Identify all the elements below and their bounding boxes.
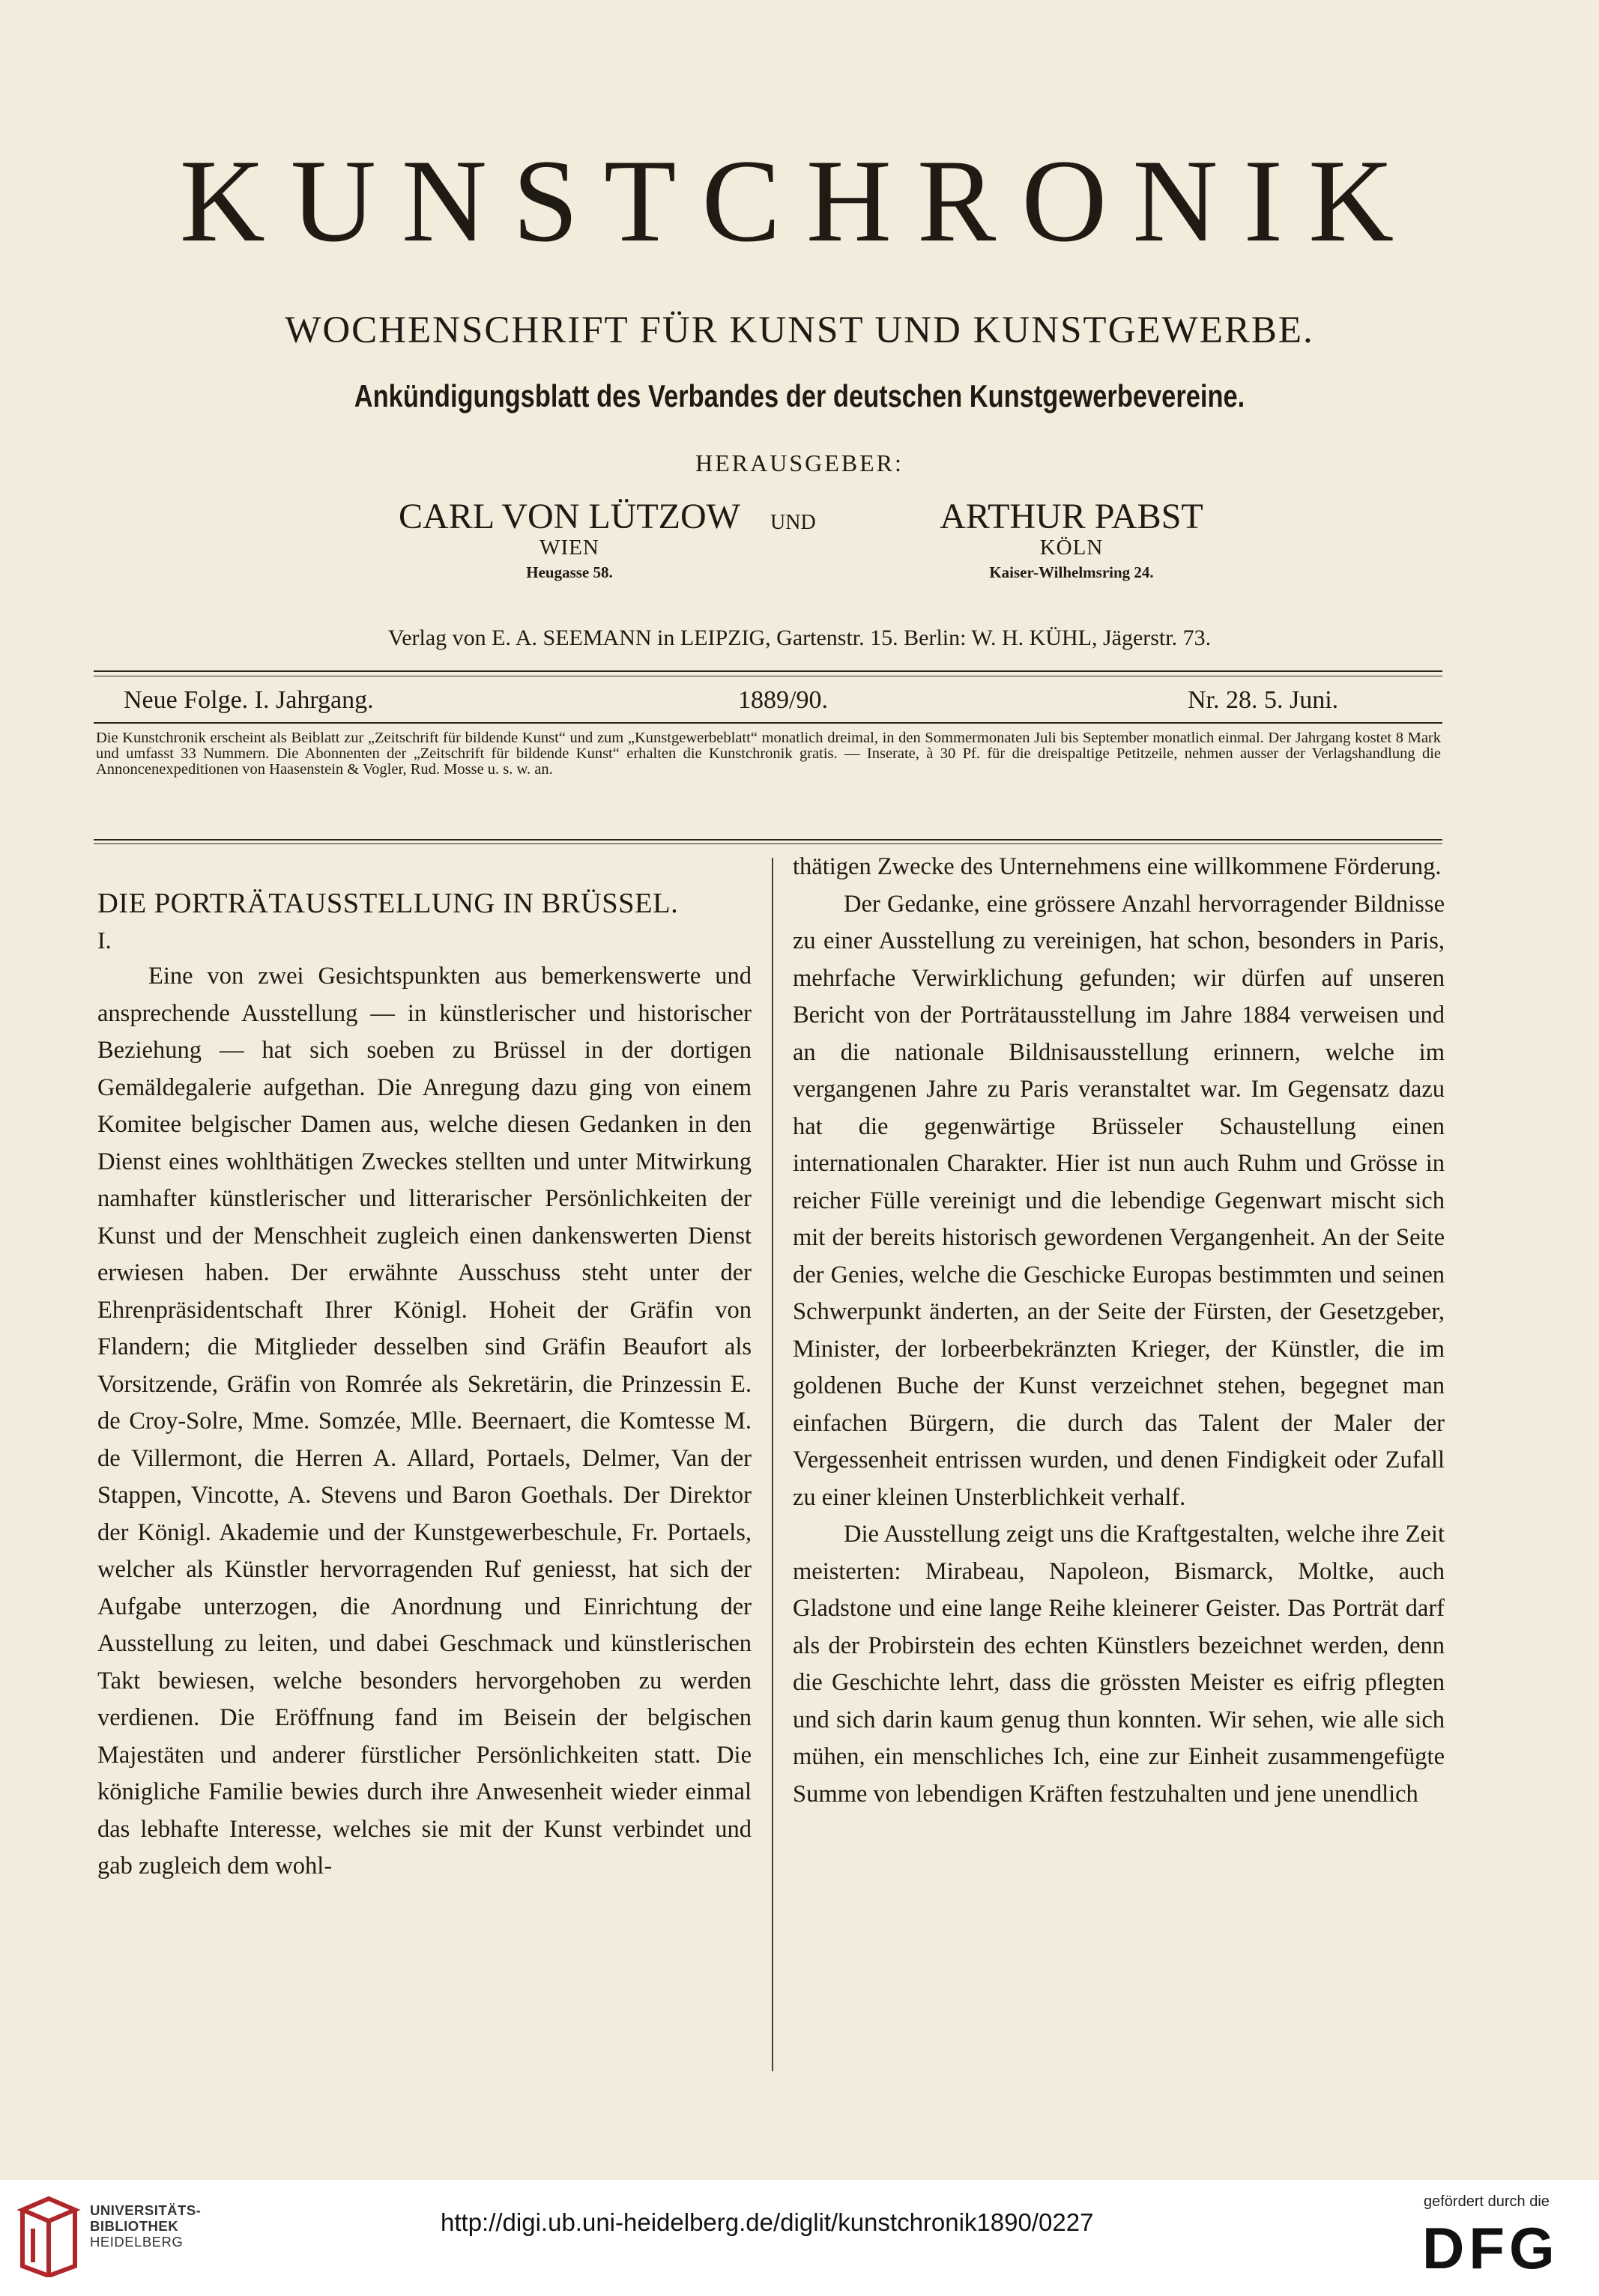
editor-right xyxy=(832,496,1311,582)
library-logo-icon xyxy=(15,2195,82,2277)
article-title: DIE PORTRÄTAUSSTELLUNG IN BRÜSSEL. xyxy=(97,888,679,919)
digitization-footer xyxy=(0,2180,1599,2296)
library-name xyxy=(90,2202,201,2250)
rule-top xyxy=(94,670,1442,672)
editor-right-name: ARTHUR PABST xyxy=(940,497,1203,536)
issue-number-date: Nr. 28. 5. Juni. xyxy=(1188,686,1339,714)
editor-left-address: Heugasse 58. xyxy=(526,563,613,581)
article-continuation: thätigen Zwecke des Unternehmens eine willkommene Förderung. xyxy=(793,853,1442,880)
rule-bottom-thin xyxy=(94,843,1442,844)
funding-caption: gefördert durch die xyxy=(1424,2193,1550,2210)
issue-year: 1889/90. xyxy=(738,686,828,714)
university-library-logo xyxy=(15,2195,82,2281)
library-name-line: BIBLIOTHEK xyxy=(90,2218,179,2234)
article-left-column xyxy=(97,885,752,1885)
masthead-subtitle: WOCHENSCHRIFT FÜR KUNST UND KUNSTGEWERBE. xyxy=(285,309,1314,351)
permalink-url[interactable]: http://digi.ub.uni-heidelberg.de/diglit/kunstchronik1890/0227 xyxy=(441,2208,1094,2236)
editor-left xyxy=(330,496,809,582)
article-paragraph: Der Gedanke, eine grössere Anzahl hervorragender Bildnisse zu einer Ausstellung zu vereinigen, hat schon, besonders in Paris, mehrfache Verwirklichung gefunden; wir dürfen auf unseren Bericht von der Porträtausstellung im Jahre 1884 verweisen und an die nationale Bildnisausstellung erinnern, welche im vergangenen Jahre zu Paris veranstaltet war. Im Gegensatz dazu hat die gegenwärtige Brüsseler Schaustellung einen internationalen Charakter. Hier ist nun auch Ruhm und Grösse in reicher Fülle vereinigt und die lebendige Gegenwart mischt sich mit der bereits historisch gewordenen Vergangenheit. An der Seite der Genies, welche die Geschicke Europas bestimmten und seinen Schwerpunkt änderten, an der Seite der Fürsten, der Gesetzgeber, Minister, der lorbeerbekränzten Krieger, der Künstler, die im goldenen Buche der Kunst verzeichnet stehen, begegnet man einfachen Bürgern, die durch das Talent der Maler der Vergessenheit entrissen wurden, und denen Findigkeit oder Zufall zu einer kleinen Unsterblichkeit verhalf. xyxy=(793,890,1445,1511)
und-connector: UND xyxy=(770,511,816,534)
dfg-logo: DFG xyxy=(1422,2215,1559,2281)
article-paragraph: Die Ausstellung zeigt uns die Kraftgestalten, welche ihre Zeit meisterten: Mirabeau, Napoleon, Bismarck, Moltke, auch Gladstone und eine lange Reihe kleinerer Geister. Das Porträt darf als der Probirstein des echten Künstlers bezeichnet werden, denn die Geschichte lehrt, dass die grössten Meister es eifrig pflegten und sich darin kaum genug thun konnten. Wir sehen, wie alle sich mühen, ein menschliches Ich, eine zur Einheit zusammengefügte Summe von lebendigen Kräften festzuhalten und jene unendlich xyxy=(793,1521,1445,1808)
rule-mid xyxy=(94,722,1442,724)
editors-label: HERAUSGEBER: xyxy=(695,449,904,476)
editor-right-address: Kaiser-Wilhelmsring 24. xyxy=(989,563,1154,581)
column-divider xyxy=(772,858,773,2071)
library-name-line: UNIVERSITÄTS- xyxy=(90,2202,202,2218)
article-section-number: I. xyxy=(97,927,112,954)
issue-series: Neue Folge. I. Jahrgang. xyxy=(124,686,374,714)
subscription-notice: Die Kunstchronik erscheint als Beiblatt zur „Zeitschrift für bildende Kunst“ und zum „Kunstgewerbeblatt“ monatlich dreimal, in den Sommermonaten Juli bis September monatlich einmal. Der Jahrgang kostet 8 Mark und umfasst 33 Nummern. Die Abonnenten der „Zeitschrift für bildende Kunst“ erhalten die Kunstchronik gratis. — Inserate, à 30 Pf. für die dreispaltige Petitzeile, nehmen ausser der Verlagshandlung die Annoncenexpeditionen von Haasenstein & Vogler, Rud. Mosse u. s. w. an. xyxy=(96,730,1441,778)
masthead-title: KUNSTCHRONIK xyxy=(179,136,1420,267)
editor-left-city: WIEN xyxy=(539,536,599,560)
editor-right-city: KÖLN xyxy=(1039,536,1104,560)
article-paragraph: Eine von zwei Gesichtspunkten aus bemerkenswerte und ansprechende Ausstellung — in künstlerischer und historischer Beziehung — hat sich soeben zu Brüssel in der dortigen Gemäldegalerie aufgethan. Die Anregung dazu ging von einem Komitee belgischer Damen aus, welche diesen Gedanken in den Dienst eines wohlthätigen Zweckes stellten und unter Mitwirkung namhafter künstlerischer und litterarischer Persönlichkeiten der Kunst und der Menschheit zugleich einen dankenswerten Dienst erwiesen haben. Der erwähnte Ausschuss steht unter der Ehrenpräsidentschaft Ihrer Königl. Hoheit der Gräfin von Flandern; die Mitglieder desselben sind Gräfin Beaufort als Vorsitzende, Gräfin von Romrée als Sekretärin, die Prinzessin E. de Croy-Solre, Mme. Somzée, Mlle. Beernaert, die Komtesse M. de Villermont, die Herren A. Allard, Portaels, Delmer, Van der Stappen, Vincotte, A. Stevens und Baron Goethals. Der Direktor der Königl. Akademie und der Kunstgewerbeschule, Fr. Portaels, welcher als Künstler hervorragenden Ruf geniesst, hat sich der Aufgabe unterzogen, die Anordnung und Einrichtung der Ausstellung zu leiten, und dabei Geschmack und künstlerischen Takt bewiesen, welche besonders hervorgehoben zu werden verdienen. Die Eröffnung fand im Beisein der belgischen Majestäten und anderer fürstlicher Persönlichkeiten statt. Die königliche Familie bewies durch ihre Anwesenheit wieder einmal das lebhafte Interesse, welches sie mit der Kunst verbindet und gab zugleich dem wohl- xyxy=(97,963,752,1879)
announcement-line: Ankündigungsblatt des Verbandes der deutschen Kunstgewerbevereine. xyxy=(354,378,1245,414)
editor-left-name: CARL VON LÜTZOW xyxy=(399,497,740,536)
publisher-line: Verlag von E. A. SEEMANN in LEIPZIG, Gartenstr. 15. Berlin: W. H. KÜHL, Jägerstr. 73. xyxy=(387,626,1212,650)
article-right-column xyxy=(793,849,1445,1813)
rule-bottom xyxy=(94,839,1442,840)
library-name-line: HEIDELBERG xyxy=(90,2234,184,2250)
